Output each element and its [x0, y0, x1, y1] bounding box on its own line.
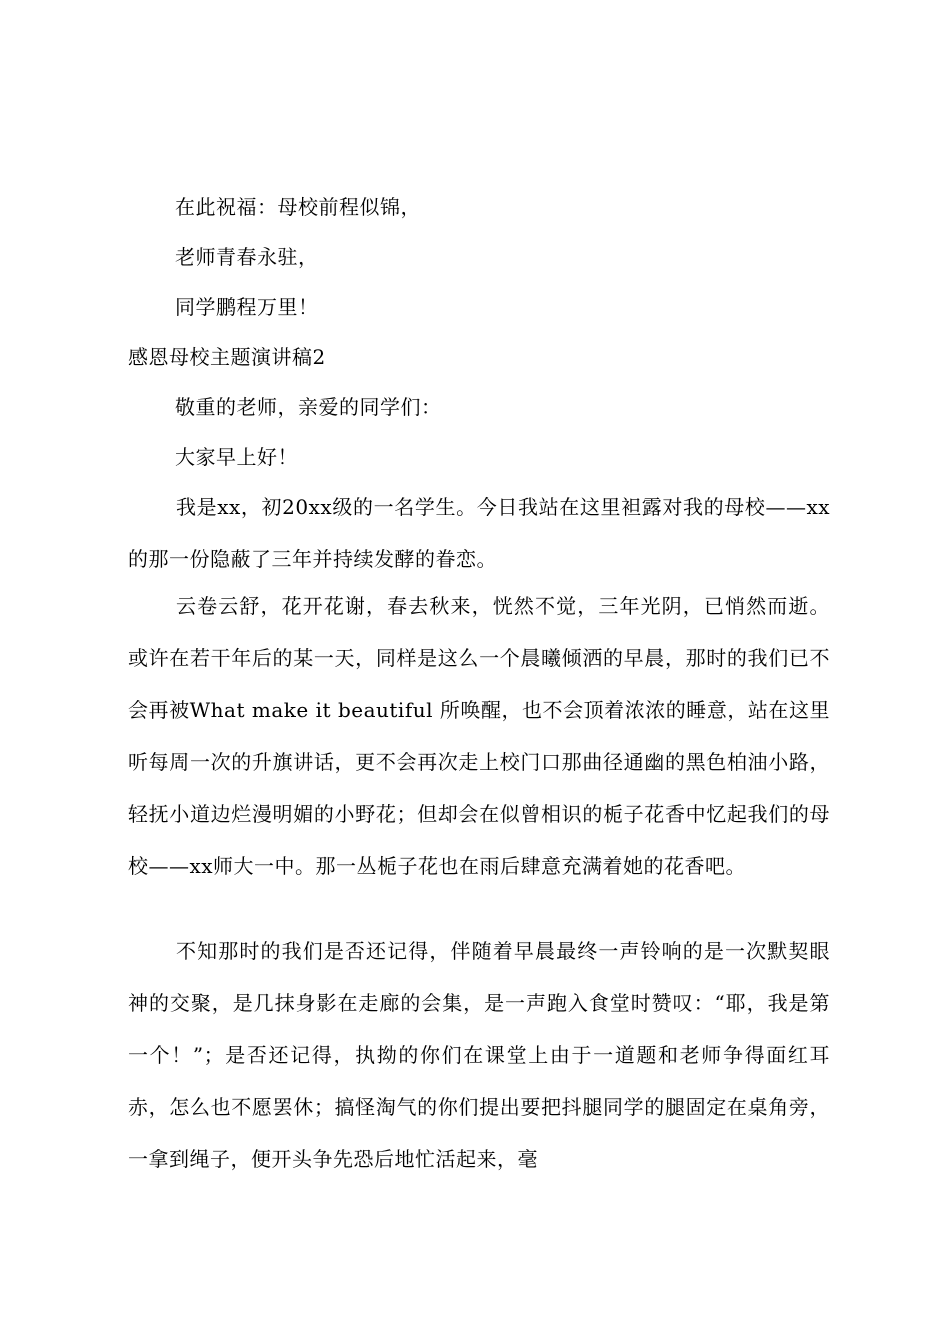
greeting: 大家早上好！: [175, 445, 298, 469]
blessing-line-2: 老师青春永驻，: [175, 245, 319, 269]
speech-title: 感恩母校主题演讲稿2: [128, 345, 326, 369]
paragraph-memories: 云卷云舒，花开花谢，春去秋来，恍然不觉，三年光阴，已悄然而逝。或许在若干年后的某一天，同样是这么一个晨曦倾洒的早晨，那时的我们已不会再被What make it beautiful 所唤醒，也不会顶着浓浓的睡意，站在这里听每周一次的升旗讲话，更不会再次走上校门口那曲径通幽的黑色柏油小路，轻抚小道边烂漫明媚的小野花；但却会在似曾相识的栀子花香中忆起我们的母校——xx师大一中。那一丛栀子花也在雨后肆意充满着她的花香吧。: [128, 594, 830, 878]
paragraph-intro: 我是xx，初20xx级的一名学生。今日我站在这里袒露对我的母校——xx的那一份隐蔽了三年并持续发酵的眷恋。: [128, 495, 830, 571]
salutation: 敬重的老师，亲爱的同学们：: [175, 395, 442, 419]
blessing-line-3: 同学鹏程万里！: [175, 295, 319, 319]
blessing-line-1: 在此祝福：母校前程似锦，: [175, 195, 421, 219]
paragraph-remember: 不知那时的我们是否还记得，伴随着早晨最终一声铃响的是一次默契眼神的交聚，是几抹身影在走廊的会集，是一声跑入食堂时赞叹：“耶，我是第一个！”；是否还记得，执拗的你们在课堂上由于一道题和老师争得面红耳赤，怎么也不愿罢休；搞怪淘气的你们提出要把抖腿同学的腿固定在桌角旁，一拿到绳子，便开头争先恐后地忙活起来，毫: [128, 939, 830, 1171]
